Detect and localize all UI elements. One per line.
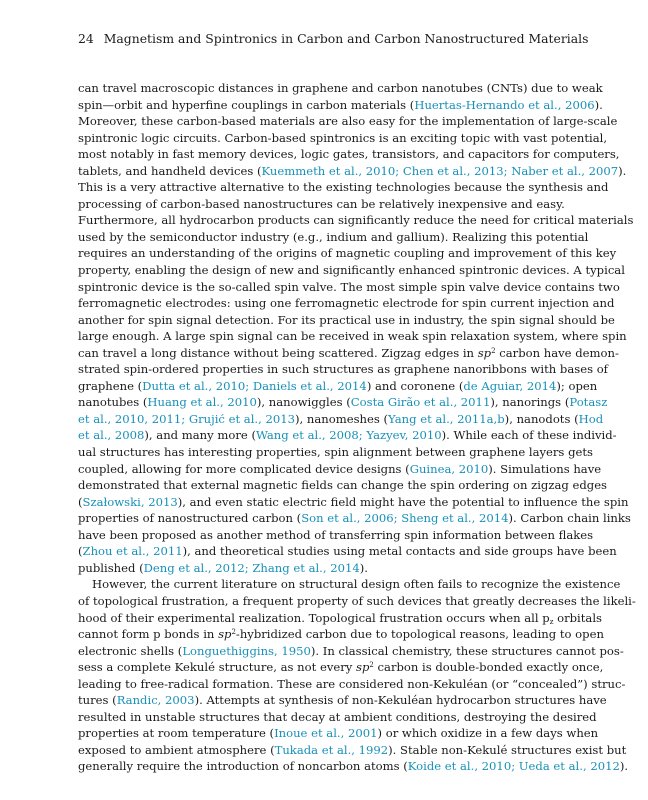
text-line: [78, 411, 604, 428]
paragraph-2: [78, 576, 636, 775]
superscript: 2: [231, 628, 236, 637]
text-run: can travel a long distance without being scattered. Zigzag edges in: [78, 345, 478, 360]
text-run: cannot form p bonds in: [78, 627, 219, 642]
text-line: [78, 742, 627, 759]
citation-link[interactable]: Kuemmeth et al., 2010; Chen et al., 2013; Naber et al., 2007: [261, 163, 619, 178]
text-line: [78, 262, 625, 279]
text-line: [78, 477, 607, 494]
text-line: [78, 427, 617, 444]
citation-link[interactable]: Yang et al., 2011a,b: [388, 411, 505, 426]
text-run: hood of their experimental realization. Topological frustration occurs when all p: [78, 610, 550, 625]
text-run: -hybridized carbon due to topological reasons, leading to open: [235, 627, 604, 642]
text-line: [78, 510, 631, 527]
text-line: [78, 593, 636, 610]
italic-text: sp: [477, 345, 492, 360]
text-line: [78, 345, 619, 362]
text-run: ). Attempts at synthesis of non-Kekuléan hydrocarbon structures have: [194, 693, 607, 708]
citation-link[interactable]: Son et al., 2006; Sheng et al., 2014: [301, 511, 509, 526]
text-line: [78, 312, 615, 329]
text-run: spintronic device is the so-called spin valve. The most simple spin valve device contains two: [78, 279, 620, 294]
text-run: ual structures has interesting properties, spin alignment between graphene layers gets: [78, 445, 593, 460]
text-line: [78, 97, 603, 114]
text-run: This is a very attractive alternative to the existing technologies because the synthesis and: [78, 180, 609, 195]
text-line: [78, 527, 594, 544]
text-line: [78, 394, 608, 411]
citation-link[interactable]: Hod: [578, 411, 604, 426]
text-run: ), nanowiggles (: [256, 395, 351, 410]
text-run: properties of nanostructured carbon (: [78, 511, 302, 526]
text-run: published (: [78, 560, 144, 575]
text-run: ). While each of these individ-: [441, 428, 617, 443]
text-line: [78, 130, 608, 147]
paragraph-1: [78, 80, 634, 576]
text-run: of topological frustration, a frequent property of such devices that greatly decreases the likeli-: [78, 593, 636, 608]
text-line: [78, 659, 604, 676]
text-run: Furthermore, all hydrocarbon products can significantly reduce the need for critical materials: [78, 213, 634, 228]
text-line: [78, 444, 593, 461]
superscript: 2: [491, 346, 496, 355]
text-run: another for spin signal detection. For its practical use in industry, the spin signal should be: [78, 312, 615, 327]
text-run: nanotubes (: [78, 395, 148, 410]
page-number: 24: [78, 31, 94, 46]
text-line: [78, 626, 604, 643]
text-run: properties at room temperature (: [78, 726, 275, 741]
citation-link[interactable]: Zhou et al., 2011: [82, 544, 183, 559]
text-line: [78, 163, 627, 180]
text-run: ferromagnetic electrodes: using one ferromagnetic electrode for spin current injection and: [78, 296, 615, 311]
citation-link[interactable]: Szałowski, 2013: [82, 494, 178, 509]
text-line: [78, 179, 609, 196]
text-run: ).: [359, 560, 368, 575]
text-line: [78, 709, 597, 726]
text-run: most notably in fast memory devices, logic gates, transistors, and capacitors for computers,: [78, 147, 620, 162]
text-line: [78, 543, 617, 560]
text-run: ), and theoretical studies using metal contacts and side groups have been: [182, 544, 617, 559]
text-line: [78, 758, 629, 775]
citation-link[interactable]: Potasz: [569, 395, 608, 410]
text-run: ).: [618, 163, 627, 178]
text-run: ). Carbon chain links: [508, 511, 631, 526]
citation-link[interactable]: et al., 2008: [78, 428, 145, 443]
text-line: [78, 676, 626, 693]
text-run: have been proposed as another method of transferring spin information between flakes: [78, 527, 594, 542]
text-run: graphene (: [78, 378, 143, 393]
text-run: ); open: [556, 378, 598, 393]
text-line: [78, 295, 615, 312]
text-line: [78, 245, 617, 262]
superscript: 2: [369, 661, 374, 670]
text-run: requires an understanding of the origins of magnetic coupling and improvement of this key: [78, 246, 617, 261]
text-run: ), and even static electric field might have the potential to influence the spin: [177, 494, 629, 509]
text-line: [78, 212, 634, 229]
text-run: carbon have demon-: [495, 345, 619, 360]
text-run: spin—orbit and hyperfine couplings in carbon materials (: [78, 97, 415, 112]
text-run: ). In classical chemistry, these structures cannot pos-: [310, 643, 624, 658]
text-line: [78, 113, 618, 130]
citation-link[interactable]: Guinea, 2010: [409, 461, 489, 476]
text-line: [78, 80, 603, 97]
text-run: carbon is double-bonded exactly once,: [373, 660, 604, 675]
text-run: generally require the introduction of noncarbon atoms (: [78, 759, 408, 774]
text-run: large enough. A large spin signal can be received in weak spin relaxation system, where spin: [78, 329, 627, 344]
text-run: ). Stable non-Kekulé structures exist but: [388, 742, 627, 757]
text-run: Moreover, these carbon-based materials are also easy for the implementation of large-scale: [78, 114, 618, 129]
citation-link[interactable]: et al., 2010, 2011; Grujić et al., 2013: [78, 411, 295, 426]
text-line: [78, 725, 599, 742]
citation-link[interactable]: Longuethiggins, 1950: [182, 643, 311, 658]
citation-link[interactable]: Inoue et al., 2001: [274, 726, 378, 741]
text-line: [78, 328, 627, 345]
text-line: [78, 494, 629, 511]
text-run: tablets, and handheld devices (: [78, 163, 262, 178]
text-run: resulted in unstable structures that decay at ambient conditions, destroying the desired: [78, 709, 597, 724]
text-run: ), and many more (: [144, 428, 256, 443]
text-run: sess a complete Kekulé structure, as not every: [78, 660, 357, 675]
text-run: property, enabling the design of new and significantly enhanced spintronic devices. A typical: [78, 263, 625, 278]
body-text: [78, 80, 636, 775]
text-run: ), nanodots (: [504, 411, 579, 426]
text-run: tures (: [78, 693, 117, 708]
text-run: electronic shells (: [78, 643, 183, 658]
text-run: coupled, allowing for more complicated device designs (: [78, 461, 410, 476]
citation-link[interactable]: Huertas-Hernando et al., 2006: [414, 97, 595, 112]
citation-link[interactable]: Deng et al., 2012; Zhang et al., 2014: [143, 560, 360, 575]
text-run: ). Simulations have: [488, 461, 602, 476]
text-run: However, the current literature on structural design often fails to recognize the existence: [92, 577, 621, 592]
italic-text: sp: [356, 660, 370, 675]
text-run: demonstrated that external magnetic fields can change the spin ordering on zigzag edges: [78, 478, 607, 493]
text-run: ) or which oxidize in a few days when: [377, 726, 599, 741]
text-run: (: [78, 544, 83, 559]
text-line: [78, 229, 589, 246]
text-run: strated spin-ordered properties in such structures as graphene nanoribbons with bases of: [78, 362, 608, 377]
running-title: Magnetism and Spintronics in Carbon and Carbon Nanostructured Materials: [103, 31, 589, 46]
text-run: orbitals: [553, 610, 602, 625]
text-run: ).: [619, 759, 629, 774]
text-run: (: [78, 494, 83, 509]
text-line: [78, 692, 607, 709]
citation-link[interactable]: de Aguiar, 2014: [463, 378, 557, 393]
citation-link[interactable]: Tukada et al., 1992: [274, 742, 389, 757]
citation-link[interactable]: Koide et al., 2010; Ueda et al., 2012: [407, 759, 620, 774]
text-run: exposed to ambient atmosphere (: [78, 742, 275, 757]
text-line: [78, 576, 621, 593]
citation-link[interactable]: Costa Girão et al., 2011: [350, 395, 491, 410]
text-run: ), nanomeshes (: [295, 411, 389, 426]
text-line: [78, 378, 598, 395]
text-line: [78, 146, 620, 163]
text-line: [78, 643, 624, 660]
text-line: [78, 461, 602, 478]
text-run: leading to free-radical formation. These are considered non-Kekuléan (or “concealed”) struc-: [78, 676, 626, 691]
subscript: z: [549, 617, 554, 626]
text-line: [78, 361, 608, 378]
citation-link[interactable]: Dutta et al., 2010; Daniels et al., 2014: [142, 378, 367, 393]
running-header: [78, 31, 588, 46]
citation-link[interactable]: Wang et al., 2008; Yazyev, 2010: [255, 428, 442, 443]
text-run: can travel macroscopic distances in graphene and carbon nanotubes (CNTs) due to weak: [78, 81, 603, 95]
text-line: [78, 279, 620, 296]
text-run: ), nanorings (: [490, 395, 570, 410]
citation-link[interactable]: Randic, 2003: [116, 693, 195, 708]
text-line: [78, 610, 602, 627]
text-run: spintronic logic circuits. Carbon-based spintronics is an exciting topic with vast potential,: [78, 130, 608, 145]
text-run: used by the semiconductor industry (e.g., indium and gallium). Realizing this potential: [78, 229, 589, 244]
text-run: ) and coronene (: [366, 378, 464, 393]
text-run: processing of carbon-based nanostructures can be relatively inexpensive and easy.: [78, 196, 565, 211]
italic-text: sp: [218, 627, 232, 642]
text-line: [78, 196, 565, 213]
citation-link[interactable]: Huang et al., 2010: [147, 395, 257, 410]
text-run: ).: [594, 97, 603, 112]
text-line: [78, 560, 556, 577]
